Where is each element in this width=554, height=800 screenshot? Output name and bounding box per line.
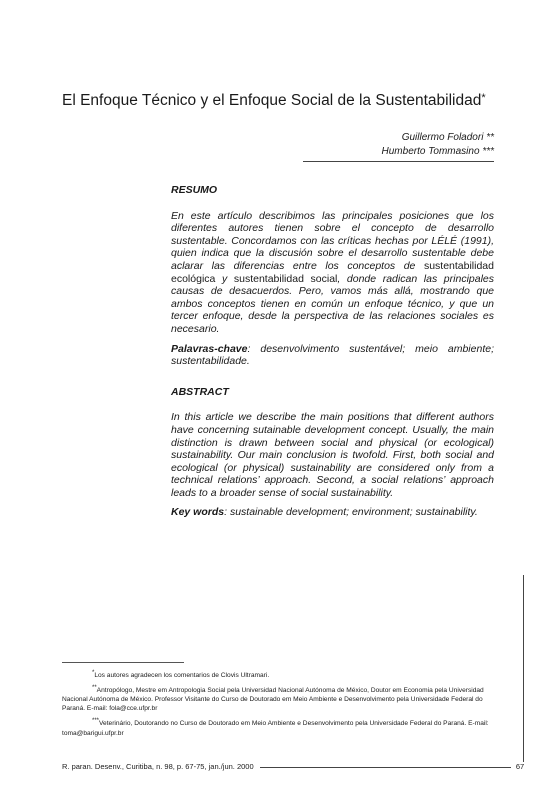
title-text: El Enfoque Técnico y el Enfoque Social de la Sustentabilidad xyxy=(62,92,482,109)
footnote-2-text: Antropólogo, Mestre em Antropologia Social pela Universidad Nacional Autónoma de México, Doutor em Economia pela Universidad Nacional Autónoma de México. Professor Visitante do Curso de Doutorado em Meio Ambiente e Desenvolvimento pela Universidade Federal do Paraná. E-mail: fola@cce.ufpr.br xyxy=(62,687,484,713)
footnotes xyxy=(62,669,502,742)
footnote-1-marker: * xyxy=(92,670,95,676)
author-2-name: Humberto Tommasino xyxy=(381,146,480,157)
resumo-keywords xyxy=(171,343,494,368)
article-title xyxy=(62,88,502,111)
page-number: 67 xyxy=(515,762,525,771)
footnote-1 xyxy=(62,669,502,680)
footnote-3-text: Veterinário, Doutorando no Curso de Doutorado em Meio Ambiente e Desenvolvimento pela Universidade Federal do Paraná. E-mail: toma@barigui.ufpr.br xyxy=(62,720,489,737)
footnote-3-marker: *** xyxy=(92,718,100,725)
footnote-3 xyxy=(62,717,502,737)
resumo-term-2: sustentabilidad social xyxy=(233,272,338,285)
footnote-2-marker: ** xyxy=(92,685,97,692)
footnote-divider xyxy=(62,662,184,663)
resumo-text-2: y xyxy=(215,272,234,285)
abstract-keywords-label: Key words xyxy=(171,506,225,519)
footnote-1-text: Los autores agradecen los comentarios de Clovis Ultramari. xyxy=(94,672,270,680)
abstract-heading: ABSTRACT xyxy=(171,385,229,398)
author-1-name: Guillermo Foladori xyxy=(401,132,484,143)
resumo-heading: RESUMO xyxy=(171,184,218,196)
resumo-text-1: En este artículo describimos las principales posiciones que los diferentes autores tienen sobre el concepto de desarrollo sustentable. Concordamos con las críticas hechas por LÉLÉ (1991), quien indica que la discusión sobre el desarrollo sustentable debe aclarar las diferencias entre los conceptos de xyxy=(171,209,494,272)
author-1-marker: ** xyxy=(486,132,494,143)
resumo-text xyxy=(171,210,494,336)
resumo-text-3: , donde radican las principales causas de desacuerdos. Pero, vamos más allá, mostrando que ambos conceptos tienen en común un enfoque técnico, y que un tercer enfoque, desde la perspectiva de las relaciones sociales es necesario. xyxy=(171,272,494,335)
resumo-keywords-text: : desenvolvimento sustentável; meio ambiente; sustentabilidade. xyxy=(171,342,494,368)
margin-rule xyxy=(523,575,524,762)
author-1 xyxy=(382,131,494,145)
author-divider xyxy=(303,161,494,162)
author-list xyxy=(382,131,494,159)
abstract-text: In this article we describe the main positions that different authors have concerning sutainable development concept. Usually, the main distinction is drawn between social and physical (or ecological) sustainability. Our main conclusion is twofold. First, both social and ecological (or physical) sustainability are considered only from a technical relations’ approach. Second, a social relations’ approach leads to a broader sense of social sustainability. xyxy=(171,411,494,499)
footnote-2 xyxy=(62,684,502,713)
footer-rule xyxy=(260,767,511,768)
resumo-keywords-label: Palavras-chave xyxy=(171,342,248,355)
resumo-term-1: sustentabilidad ecológica xyxy=(171,259,494,285)
author-2 xyxy=(382,145,494,159)
page-footer xyxy=(62,762,525,772)
footer-citation: R. paran. Desenv., Curitiba, n. 98, p. 67-75, jan./jun. 2000 xyxy=(62,762,254,771)
abstract-keywords-text: : sustainable development; environment; sustainability. xyxy=(224,506,478,519)
title-footnote-marker: * xyxy=(481,92,486,104)
author-2-marker: *** xyxy=(482,146,494,157)
abstract-column xyxy=(171,184,494,537)
abstract-keywords xyxy=(171,506,494,519)
